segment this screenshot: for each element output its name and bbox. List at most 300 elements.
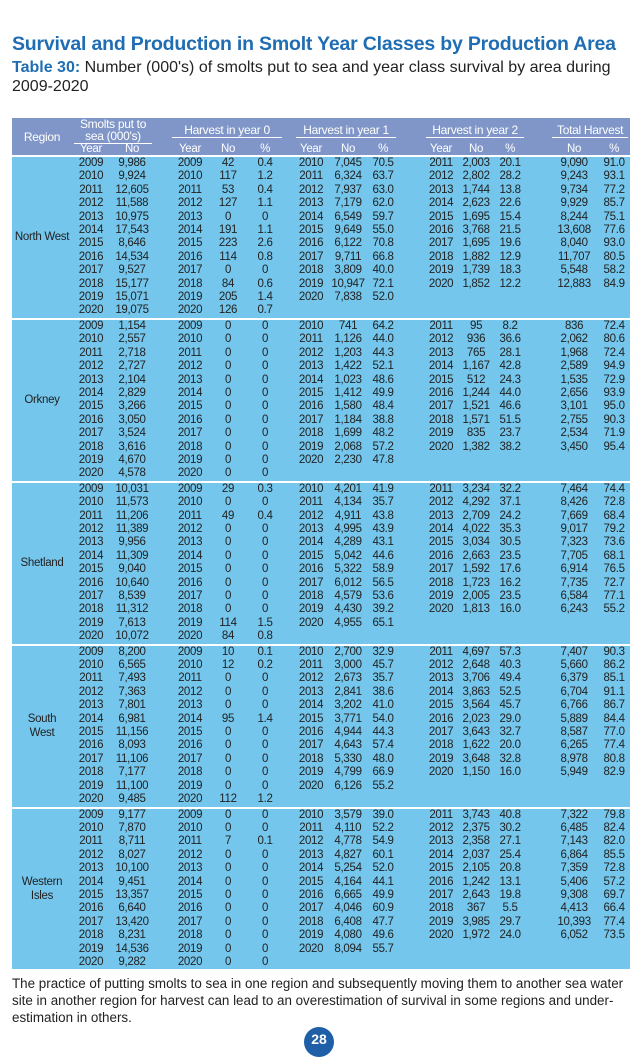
cell-y0-year: 2016 <box>170 251 210 264</box>
cell-y0-year: 2017 <box>170 264 210 277</box>
cell-y1-pct: 44.3 <box>368 726 398 739</box>
cell-total-pct: 72.9 <box>598 374 630 387</box>
cell-y1-pct: 55.2 <box>368 780 398 793</box>
cell-total-pct: 90.3 <box>598 645 630 659</box>
cell-y2-pct: 51.5 <box>494 414 526 427</box>
cell-y2-no <box>458 617 494 630</box>
cell-y0-pct: 0 <box>246 753 284 766</box>
cell-smolt-year: 2015 <box>72 563 110 576</box>
cell-smolt-no: 8,093 <box>110 739 154 752</box>
cell-total-pct: 86.2 <box>598 659 630 672</box>
region-name: South West <box>12 645 72 808</box>
table-row <box>12 482 630 496</box>
cell-y1-year: 2015 <box>294 387 328 400</box>
cell-y0-year: 2018 <box>170 278 210 291</box>
header-harvest-year-0: Harvest in year 0 <box>170 118 284 144</box>
cell-y2-year: 2014 <box>424 686 458 699</box>
table-row <box>12 550 630 563</box>
region-name: Western Isles <box>12 808 72 970</box>
table-row <box>12 427 630 440</box>
table-row <box>12 793 630 807</box>
cell-y0-year: 2009 <box>170 319 210 333</box>
cell-y1-year: 2019 <box>294 441 328 454</box>
cell-y1-pct: 43.9 <box>368 523 398 536</box>
table-row <box>12 672 630 685</box>
cell-smolt-year: 2019 <box>72 780 110 793</box>
cell-smolt-no: 3,524 <box>110 427 154 440</box>
cell-y0-year: 2019 <box>170 617 210 630</box>
cell-y1-year: 2013 <box>294 197 328 210</box>
subheader-year: Year <box>72 144 110 156</box>
cell-y2-no: 2,709 <box>458 510 494 523</box>
cell-total-pct: 91.0 <box>598 156 630 170</box>
footnote: The practice of putting smolts to sea in one region and subsequently moving them to another sea water site in another region for harvest can lead to an overestimation of survival in some regions and under-estimation in others. <box>12 976 624 1025</box>
cell-smolt-year: 2009 <box>72 808 110 822</box>
cell-y2-no: 2,003 <box>458 156 494 170</box>
table-row <box>12 278 630 291</box>
cell-y0-year: 2018 <box>170 603 210 616</box>
cell-y0-pct: 0 <box>246 766 284 779</box>
cell-y1-year: 2011 <box>294 659 328 672</box>
cell-y0-no: 0 <box>210 523 246 536</box>
cell-y2-pct: 42.8 <box>494 360 526 373</box>
cell-total-no: 7,322 <box>550 808 598 822</box>
table-row <box>12 686 630 699</box>
cell-y0-no: 0 <box>210 347 246 360</box>
cell-smolt-year: 2010 <box>72 822 110 835</box>
cell-y1-year: 2010 <box>294 319 328 333</box>
cell-smolt-no: 2,104 <box>110 374 154 387</box>
table-row <box>12 291 630 304</box>
cell-y1-pct: 52.1 <box>368 360 398 373</box>
cell-smolt-year: 2014 <box>72 224 110 237</box>
cell-y2-pct <box>494 467 526 481</box>
cell-y1-no: 2,700 <box>328 645 368 659</box>
cell-total-no: 4,413 <box>550 902 598 915</box>
cell-y2-year: 2014 <box>424 523 458 536</box>
cell-y1-no: 5,254 <box>328 862 368 875</box>
cell-total-pct: 80.5 <box>598 251 630 264</box>
cell-y0-year: 2019 <box>170 291 210 304</box>
cell-smolt-year: 2014 <box>72 876 110 889</box>
cell-total-no <box>550 617 598 630</box>
cell-y1-pct: 48.0 <box>368 753 398 766</box>
cell-y0-pct: 1.2 <box>246 793 284 807</box>
cell-smolt-year: 2011 <box>72 510 110 523</box>
cell-total-no: 11,707 <box>550 251 598 264</box>
cell-y1-pct: 70.5 <box>368 156 398 170</box>
cell-y0-no: 0 <box>210 889 246 902</box>
cell-y1-pct: 32.9 <box>368 645 398 659</box>
cell-y0-year: 2010 <box>170 496 210 509</box>
cell-y0-pct: 0.8 <box>246 251 284 264</box>
table-row <box>12 862 630 875</box>
cell-y1-year: 2019 <box>294 929 328 942</box>
table-row <box>12 224 630 237</box>
cell-total-no: 2,589 <box>550 360 598 373</box>
cell-y2-no: 1,521 <box>458 400 494 413</box>
cell-y0-no: 223 <box>210 237 246 250</box>
table-row <box>12 414 630 427</box>
cell-total-no: 7,323 <box>550 536 598 549</box>
cell-y0-year: 2017 <box>170 427 210 440</box>
cell-y0-pct: 0 <box>246 590 284 603</box>
table-row <box>12 766 630 779</box>
cell-y0-pct: 0 <box>246 550 284 563</box>
cell-y0-no: 84 <box>210 630 246 644</box>
cell-y2-no: 2,663 <box>458 550 494 563</box>
cell-y0-pct: 1.5 <box>246 617 284 630</box>
cell-total-pct: 93.0 <box>598 237 630 250</box>
cell-y0-no: 114 <box>210 251 246 264</box>
cell-y1-pct: 41.9 <box>368 482 398 496</box>
cell-y1-year: 2014 <box>294 374 328 387</box>
cell-y0-no: 191 <box>210 224 246 237</box>
cell-smolt-no: 11,106 <box>110 753 154 766</box>
cell-y0-pct: 0 <box>246 916 284 929</box>
table-row <box>12 563 630 576</box>
table-row <box>12 510 630 523</box>
cell-y2-no: 95 <box>458 319 494 333</box>
cell-smolt-year: 2010 <box>72 333 110 346</box>
cell-total-no: 6,243 <box>550 603 598 616</box>
cell-smolt-no: 9,177 <box>110 808 154 822</box>
cell-total-no <box>550 793 598 807</box>
cell-y1-pct: 56.5 <box>368 577 398 590</box>
cell-y0-pct: 1.4 <box>246 713 284 726</box>
cell-y1-pct: 48.2 <box>368 427 398 440</box>
cell-y0-no: 0 <box>210 849 246 862</box>
cell-y0-no: 84 <box>210 278 246 291</box>
region-name: Shetland <box>12 482 72 645</box>
cell-y0-pct: 0.3 <box>246 482 284 496</box>
cell-y1-no: 3,579 <box>328 808 368 822</box>
smolt-survival-table <box>12 118 630 969</box>
cell-y0-pct: 0 <box>246 699 284 712</box>
cell-y0-no: 0 <box>210 603 246 616</box>
cell-y2-year: 2017 <box>424 889 458 902</box>
cell-y1-no: 1,203 <box>328 347 368 360</box>
cell-y0-no: 0 <box>210 943 246 956</box>
cell-total-no: 1,535 <box>550 374 598 387</box>
cell-y0-no: 0 <box>210 550 246 563</box>
cell-y2-no: 1,723 <box>458 577 494 590</box>
cell-y1-pct: 63.7 <box>368 170 398 183</box>
cell-smolt-year: 2011 <box>72 347 110 360</box>
cell-total-no: 7,407 <box>550 645 598 659</box>
cell-smolt-no: 14,534 <box>110 251 154 264</box>
table-caption <box>12 58 632 96</box>
cell-y1-pct: 65.1 <box>368 617 398 630</box>
table-row <box>12 739 630 752</box>
cell-y1-no: 5,330 <box>328 753 368 766</box>
cell-y2-no: 2,643 <box>458 889 494 902</box>
cell-y2-pct: 17.6 <box>494 563 526 576</box>
cell-total-pct: 72.8 <box>598 862 630 875</box>
table-row <box>12 889 630 902</box>
table-row <box>12 170 630 183</box>
cell-y2-pct: 28.2 <box>494 170 526 183</box>
subheader-no: No <box>110 144 154 156</box>
cell-y1-no: 4,164 <box>328 876 368 889</box>
cell-total-no <box>550 454 598 467</box>
table-label: Table 30: <box>12 59 81 76</box>
cell-y1-year: 2018 <box>294 916 328 929</box>
cell-smolt-no: 6,565 <box>110 659 154 672</box>
table-row <box>12 536 630 549</box>
cell-total-no: 5,548 <box>550 264 598 277</box>
table-row <box>12 360 630 373</box>
cell-y2-year: 2020 <box>424 441 458 454</box>
cell-smolt-year: 2020 <box>72 467 110 481</box>
cell-total-no: 9,090 <box>550 156 598 170</box>
cell-y0-pct: 0 <box>246 387 284 400</box>
cell-y2-pct: 23.7 <box>494 427 526 440</box>
cell-y2-no: 1,882 <box>458 251 494 264</box>
cell-smolt-year: 2018 <box>72 603 110 616</box>
cell-y1-pct: 60.1 <box>368 849 398 862</box>
cell-y1-year: 2017 <box>294 251 328 264</box>
cell-smolt-no: 12,605 <box>110 184 154 197</box>
cell-smolt-no: 11,573 <box>110 496 154 509</box>
cell-y1-no: 6,549 <box>328 211 368 224</box>
cell-y1-no <box>328 793 368 807</box>
cell-smolt-year: 2013 <box>72 862 110 875</box>
cell-y0-year: 2015 <box>170 889 210 902</box>
cell-y0-no: 114 <box>210 617 246 630</box>
cell-y1-no: 4,944 <box>328 726 368 739</box>
region-group-shetland <box>12 482 630 645</box>
cell-y2-no: 2,005 <box>458 590 494 603</box>
cell-total-pct <box>598 793 630 807</box>
table-row <box>12 197 630 210</box>
cell-y0-year: 2012 <box>170 686 210 699</box>
cell-smolt-no: 1,154 <box>110 319 154 333</box>
cell-y2-year: 2014 <box>424 360 458 373</box>
subheader-pct: % <box>494 144 526 156</box>
cell-smolt-no: 10,031 <box>110 482 154 496</box>
cell-total-pct: 85.5 <box>598 849 630 862</box>
cell-y2-pct: 40.8 <box>494 808 526 822</box>
cell-y1-pct: 35.7 <box>368 496 398 509</box>
table-row <box>12 929 630 942</box>
cell-y1-no <box>328 956 368 969</box>
cell-y2-pct: 24.0 <box>494 929 526 942</box>
cell-smolt-no: 2,727 <box>110 360 154 373</box>
cell-total-no: 6,704 <box>550 686 598 699</box>
cell-y2-pct: 12.2 <box>494 278 526 291</box>
cell-y1-no: 1,184 <box>328 414 368 427</box>
cell-smolt-year: 2010 <box>72 496 110 509</box>
cell-y1-no <box>328 630 368 644</box>
cell-total-pct <box>598 780 630 793</box>
region-group-south-west <box>12 645 630 808</box>
cell-total-pct <box>598 630 630 644</box>
cell-y0-year: 2017 <box>170 590 210 603</box>
cell-y1-year <box>294 956 328 969</box>
cell-total-no: 5,406 <box>550 876 598 889</box>
cell-total-no <box>550 956 598 969</box>
cell-y1-no: 1,422 <box>328 360 368 373</box>
cell-y0-pct: 0.2 <box>246 659 284 672</box>
cell-y1-pct: 47.8 <box>368 454 398 467</box>
cell-total-pct: 90.3 <box>598 414 630 427</box>
table-row <box>12 645 630 659</box>
cell-smolt-no: 11,156 <box>110 726 154 739</box>
cell-y2-year: 2020 <box>424 278 458 291</box>
page-title: Survival and Production in Smolt Year Classes by Production Area <box>12 33 616 55</box>
subheader-pct: % <box>368 144 398 156</box>
cell-smolt-no: 8,646 <box>110 237 154 250</box>
cell-y2-pct: 45.7 <box>494 699 526 712</box>
cell-y2-no: 1,571 <box>458 414 494 427</box>
cell-total-no: 6,864 <box>550 849 598 862</box>
cell-y1-year: 2020 <box>294 780 328 793</box>
cell-smolt-year: 2019 <box>72 943 110 956</box>
cell-y0-pct: 0.4 <box>246 184 284 197</box>
cell-y1-no: 6,012 <box>328 577 368 590</box>
cell-y0-no: 0 <box>210 822 246 835</box>
cell-total-pct: 75.1 <box>598 211 630 224</box>
cell-y0-pct: 0 <box>246 603 284 616</box>
cell-y0-year: 2019 <box>170 780 210 793</box>
cell-y0-pct: 0 <box>246 902 284 915</box>
cell-y1-pct: 60.9 <box>368 902 398 915</box>
cell-total-no: 10,393 <box>550 916 598 929</box>
cell-smolt-year: 2015 <box>72 237 110 250</box>
cell-y1-pct: 58.9 <box>368 563 398 576</box>
cell-y0-year: 2013 <box>170 862 210 875</box>
cell-smolt-no: 2,829 <box>110 387 154 400</box>
cell-y2-year <box>424 291 458 304</box>
cell-y0-year: 2011 <box>170 672 210 685</box>
cell-y2-pct: 20.1 <box>494 156 526 170</box>
cell-y1-pct <box>368 304 398 318</box>
cell-y0-pct: 0 <box>246 454 284 467</box>
cell-y2-no <box>458 630 494 644</box>
cell-y0-year: 2016 <box>170 414 210 427</box>
cell-y1-no: 8,094 <box>328 943 368 956</box>
cell-total-no: 7,669 <box>550 510 598 523</box>
cell-y1-no: 3,202 <box>328 699 368 712</box>
cell-y2-year: 2013 <box>424 835 458 848</box>
cell-total-no: 2,534 <box>550 427 598 440</box>
cell-y0-pct: 0.4 <box>246 510 284 523</box>
cell-y0-pct: 1.4 <box>246 291 284 304</box>
cell-y0-no: 0 <box>210 427 246 440</box>
cell-y0-no: 0 <box>210 808 246 822</box>
cell-y0-no: 0 <box>210 739 246 752</box>
cell-y2-year: 2011 <box>424 808 458 822</box>
cell-smolt-no: 9,485 <box>110 793 154 807</box>
cell-smolt-no: 11,312 <box>110 603 154 616</box>
cell-y2-year: 2018 <box>424 739 458 752</box>
cell-y0-year: 2014 <box>170 876 210 889</box>
cell-y1-pct: 47.7 <box>368 916 398 929</box>
table-row <box>12 808 630 822</box>
cell-y2-no: 3,863 <box>458 686 494 699</box>
cell-y0-no: 95 <box>210 713 246 726</box>
cell-y1-year: 2010 <box>294 645 328 659</box>
cell-y1-no: 4,955 <box>328 617 368 630</box>
cell-total-pct: 79.2 <box>598 523 630 536</box>
cell-y1-pct: 55.7 <box>368 943 398 956</box>
cell-y2-year: 2018 <box>424 577 458 590</box>
cell-smolt-no: 3,616 <box>110 441 154 454</box>
cell-y0-year: 2020 <box>170 956 210 969</box>
cell-total-pct: 91.1 <box>598 686 630 699</box>
cell-y1-pct: 64.2 <box>368 319 398 333</box>
cell-y2-year: 2019 <box>424 753 458 766</box>
cell-total-pct: 73.6 <box>598 536 630 549</box>
cell-smolt-year: 2016 <box>72 902 110 915</box>
region-group-western-isles <box>12 808 630 970</box>
cell-y0-pct: 0.1 <box>246 835 284 848</box>
cell-y1-year: 2014 <box>294 699 328 712</box>
cell-smolt-year: 2020 <box>72 793 110 807</box>
cell-y1-no: 4,289 <box>328 536 368 549</box>
cell-total-pct <box>598 304 630 318</box>
cell-y2-pct: 12.9 <box>494 251 526 264</box>
cell-y2-pct: 19.6 <box>494 237 526 250</box>
cell-y0-pct: 0 <box>246 956 284 969</box>
cell-y1-no: 4,201 <box>328 482 368 496</box>
cell-smolt-no: 9,040 <box>110 563 154 576</box>
cell-y2-pct: 24.3 <box>494 374 526 387</box>
cell-y2-year: 2015 <box>424 862 458 875</box>
region-name: Orkney <box>12 319 72 482</box>
cell-y0-no: 0 <box>210 441 246 454</box>
cell-y1-no: 4,911 <box>328 510 368 523</box>
page-number: 28 <box>304 1027 334 1057</box>
cell-y1-year: 2016 <box>294 237 328 250</box>
cell-y2-no <box>458 943 494 956</box>
cell-total-pct: 93.9 <box>598 387 630 400</box>
table-row <box>12 902 630 915</box>
cell-y0-no: 0 <box>210 902 246 915</box>
cell-total-no: 9,734 <box>550 184 598 197</box>
cell-smolt-year: 2015 <box>72 726 110 739</box>
cell-y2-no: 2,802 <box>458 170 494 183</box>
cell-smolt-no: 10,640 <box>110 577 154 590</box>
cell-y1-year: 2011 <box>294 170 328 183</box>
cell-smolt-no: 11,100 <box>110 780 154 793</box>
cell-y2-pct: 36.6 <box>494 333 526 346</box>
cell-total-no: 6,485 <box>550 822 598 835</box>
cell-y1-year: 2019 <box>294 766 328 779</box>
cell-total-no: 13,608 <box>550 224 598 237</box>
cell-y1-pct: 39.2 <box>368 603 398 616</box>
cell-y2-pct: 57.3 <box>494 645 526 659</box>
subheader-pct: % <box>246 144 284 156</box>
cell-total-no: 2,062 <box>550 333 598 346</box>
table-row <box>12 577 630 590</box>
table-row <box>12 726 630 739</box>
cell-y1-year: 2013 <box>294 360 328 373</box>
cell-y2-no: 3,985 <box>458 916 494 929</box>
cell-y0-pct: 0.6 <box>246 278 284 291</box>
cell-y0-pct: 0 <box>246 822 284 835</box>
table-row <box>12 211 630 224</box>
cell-total-no: 7,464 <box>550 482 598 496</box>
cell-y1-pct: 39.0 <box>368 808 398 822</box>
cell-y2-year: 2013 <box>424 184 458 197</box>
cell-y0-pct: 0 <box>246 427 284 440</box>
cell-y1-pct <box>368 630 398 644</box>
cell-y1-pct: 41.0 <box>368 699 398 712</box>
cell-y2-pct: 38.2 <box>494 441 526 454</box>
cell-y0-pct: 0 <box>246 333 284 346</box>
